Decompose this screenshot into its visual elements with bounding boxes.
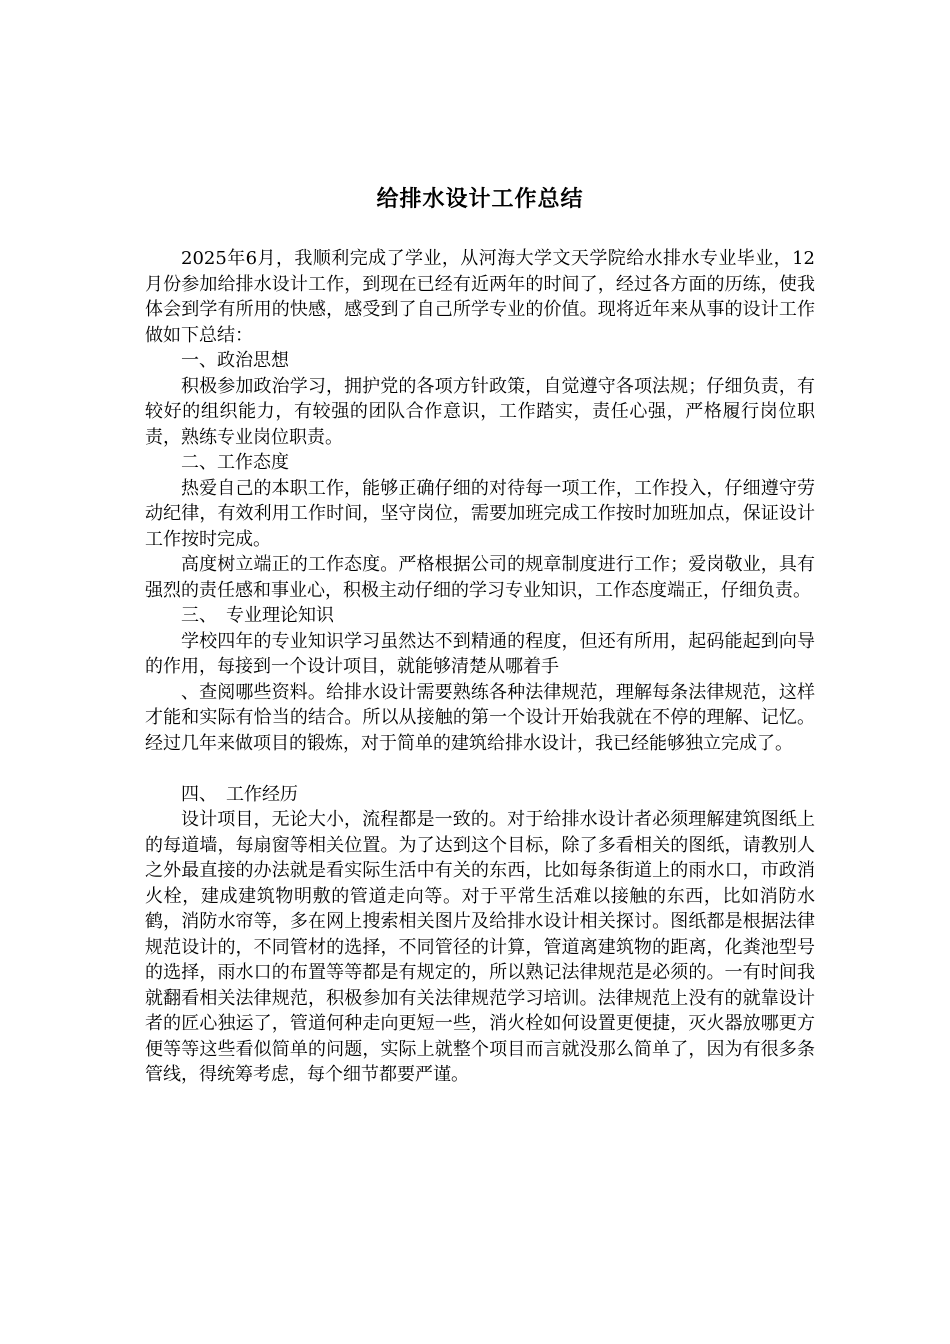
section-heading-experience: 四、 工作经历 <box>181 783 298 805</box>
section-heading-attitude: 二、工作态度 <box>181 452 289 473</box>
section-experience-paragraph: 设计项目，无论大小，流程都是一致的。对于给排水设计者必须理解建筑图纸上的每道墙，每扇窗等相关位置。为了达到这个目标，除了多看相关的图纸，请教别人之外最直接的办法就是看实际生活中有关的东西，比如每条街道上的雨水口，市政消火栓，建成建筑物明敷的管道走向等。对于平常生活难以接触的东西，比如消防水鹤，消防水帘等，多在网上搜索相关图片及给排水设计相关探讨。图纸都是根据法律规范设计的，不同管材的选择，不同管径的计算，管道离建筑物的距离，化粪池型号的选择，雨水口的布置等等都是有规定的，所以熟记法律规范是必须的。一有时间我就翻看相关法律规范，积极参加有关法律规范学习培训。法律规范上没有的就靠设计者的匠心独运了，管道何种走向更短一些，消火栓如何设置更便捷，灭火器放哪更方便等等这些看似简单的问题，实际上就整个项目而言就没那么简单了，因为有很多条管线，得统筹考虑，每个细节都要严谨。 <box>145 809 815 1085</box>
section-attitude-paragraph-2: 高度树立端正的工作态度。严格根据公司的规章制度进行工作；爱岗敬业，具有强烈的责任感和事业心，积极主动仔细的学习专业知识，工作态度端正，仔细负责。 <box>145 554 815 601</box>
section-political-paragraph: 积极参加政治学习，拥护党的各项方针政策，自觉遵守各项法规；仔细负责，有较好的组织能力，有较强的团队合作意识，工作踏实，责任心强，严格履行岗位职责，熟练专业岗位职责。 <box>145 375 815 448</box>
intro-paragraph: 2025年6月，我顺利完成了学业，从河海大学文天学院给水排水专业毕业，12月份参加给排水设计工作，到现在已经有近两年的时间了，经过各方面的历练，使我体会到学有所用的快感，感受到了自己所学专业的价值。现将近年来从事的设计工作做如下总结： <box>145 248 815 346</box>
blank-line <box>145 756 815 782</box>
section-heading-political: 一、政治思想 <box>181 350 289 371</box>
document-body <box>145 246 815 1088</box>
section-theory-paragraph-1: 学校四年的专业知识学习虽然达不到精通的程度，但还有所用，起码能起到向导的作用，每接到一个设计项目，就能够清楚从哪着手 <box>145 630 815 677</box>
section-heading-theory: 三、 专业理论知识 <box>181 605 334 626</box>
document-title: 给排水设计工作总结 <box>376 187 584 212</box>
section-theory-paragraph-2: 、查阅哪些资料。给排水设计需要熟练各种法律规范，理解每条法律规范，这样才能和实际有恰当的结合。所以从接触的第一个设计开始我就在不停的理解、记忆。经过几年来做项目的锻炼，对于简单的建筑给排水设计，我已经能够独立完成了。 <box>145 681 815 754</box>
section-attitude-paragraph-1: 热爱自己的本职工作，能够正确仔细的对待每一项工作，工作投入，仔细遵守劳动纪律，有效利用工作时间，坚守岗位，需要加班完成工作按时加班加点，保证设计工作按时完成。 <box>145 477 815 550</box>
